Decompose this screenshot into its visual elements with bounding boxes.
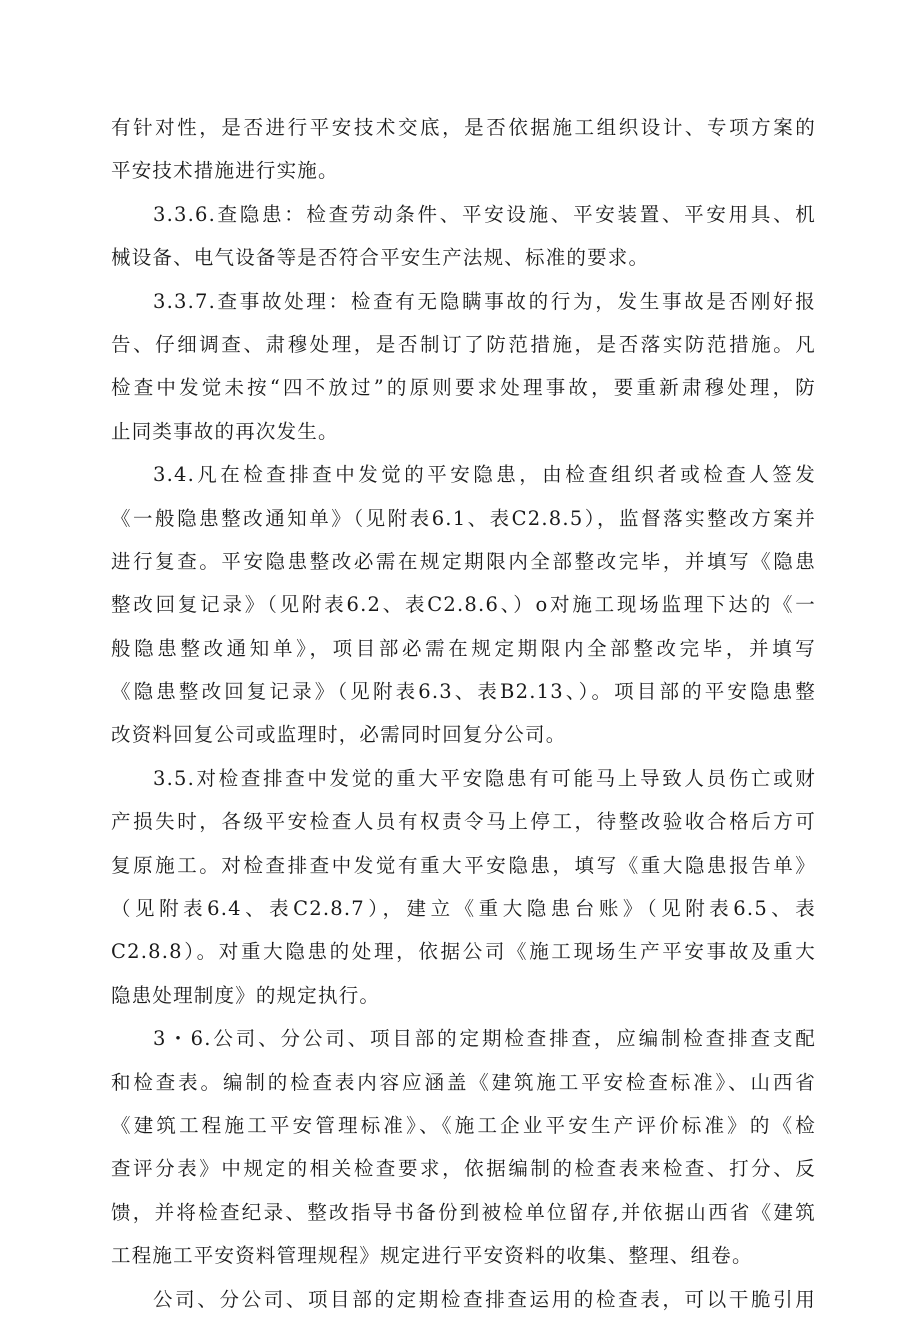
text-line — [111, 1147, 816, 1190]
text-line-content: 复原施工。对检查排查中发觉有重大平安隐患，填写《重大隐患报告单》 — [111, 853, 816, 877]
text-line — [111, 800, 816, 843]
text-line — [111, 280, 816, 323]
text-line-content: 《隐患整改回复记录》（见附表6.3、表B2.13、）。项目部的平安隐患整 — [111, 680, 816, 704]
text-line-content: C2.8.8）。对重大隐患的处理，依据公司《施工现场生产平安事故及重大 — [111, 940, 816, 964]
text-line — [111, 583, 816, 626]
text-line — [111, 1234, 816, 1277]
text-line — [111, 670, 816, 713]
text-line — [111, 713, 816, 756]
text-line-content: 公司、分公司、项目部的定期检查排查运用的检查表，可以干脆引用 — [153, 1287, 816, 1311]
text-line-content: 《建筑工程施工平安管理标准》、《施工企业平安生产评价标准》的《检 — [111, 1113, 816, 1137]
text-line — [111, 236, 816, 279]
text-line-content: 3.5.对检查排查中发觉的重大平安隐患有可能马上导致人员伤亡或财 — [153, 766, 816, 790]
text-line — [111, 757, 816, 800]
text-line-content: 工程施工平安资料管理规程》规定进行平安资料的收集、整理、组卷。 — [111, 1244, 753, 1268]
text-line-content: 般隐患整改通知单》，项目部必需在规定期限内全部整改完毕，并填写 — [111, 636, 816, 660]
text-line — [111, 1017, 816, 1060]
text-line — [111, 930, 816, 973]
text-line-content: 进行复查。平安隐患整改必需在规定期限内全部整改完毕，并填写《隐患 — [111, 549, 816, 573]
text-line-content: 检查中发觉未按“四不放过”的原则要求处理事故，要重新肃穆处理，防 — [111, 376, 816, 400]
text-line — [111, 366, 816, 409]
text-line — [111, 149, 816, 192]
text-line — [111, 1278, 816, 1321]
text-line-content: 产损失时，各级平安检查人员有权责令马上停工，待整改验收合格后方可 — [111, 810, 816, 834]
text-line-content: 整改回复记录》（见附表6.2、表C2.8.6、）o对施工现场监理下达的《一 — [111, 593, 816, 617]
text-line — [111, 627, 816, 670]
text-line-content: 械设备、电气设备等是否符合平安生产法规、标准的要求。 — [111, 246, 650, 270]
text-line-content: 查评分表》中规定的相关检查要求，依据编制的检查表来检查、打分、反 — [111, 1157, 816, 1181]
text-line-content: 告、仔细调查、肃穆处理，是否制订了防范措施，是否落实防范措施。凡 — [111, 332, 816, 356]
text-line — [111, 1061, 816, 1104]
text-line — [111, 1104, 816, 1147]
text-line — [111, 410, 816, 453]
text-line — [111, 323, 816, 366]
text-line — [111, 497, 816, 540]
text-line-content: 和检查表。编制的检查表内容应涵盖《建筑施工平安检查标准》、山西省 — [111, 1070, 816, 1094]
text-line-content: 3.4.凡在检查排查中发觉的平安隐患，由检查组织者或检查人签发 — [153, 463, 816, 487]
text-line-content: 隐患处理制度》的规定执行。 — [111, 983, 381, 1007]
text-line — [111, 1191, 816, 1234]
text-line — [111, 974, 816, 1017]
text-line-content: 馈，并将检查纪录、整改指导书备份到被检单位留存,并依据山西省《建筑 — [111, 1200, 816, 1224]
text-line — [111, 887, 816, 930]
text-line-content: 3・6.公司、分公司、项目部的定期检查排查，应编制检查排查支配 — [153, 1027, 816, 1051]
text-line-content: 3.3.6.查隐患：检查劳动条件、平安设施、平安装置、平安用具、机 — [153, 202, 816, 226]
text-line-content: （见附表6.4、表C2.8.7），建立《重大隐患台账》（见附表6.5、表 — [111, 897, 816, 921]
text-line — [111, 106, 816, 149]
text-line — [111, 453, 816, 496]
text-line — [111, 540, 816, 583]
text-line-content: 改资料回复公司或监理时，必需同时回复分公司。 — [111, 723, 567, 747]
text-line-content: 有针对性，是否进行平安技术交底，是否依据施工组织设计、专项方案的 — [111, 116, 816, 139]
text-line-content: 止同类事故的再次发生。 — [111, 419, 339, 443]
text-line-content: 3.3.7.查事故处理：检查有无隐瞒事故的行为，发生事故是否刚好报 — [153, 289, 816, 313]
text-line-content: 平安技术措施进行实施。 — [111, 159, 339, 183]
document-page — [111, 106, 816, 1321]
text-line — [111, 844, 816, 887]
text-line-content: 《一般隐患整改通知单》（见附表6.1、表C2.8.5），监督落实整改方案并 — [111, 506, 816, 530]
text-line — [111, 193, 816, 236]
